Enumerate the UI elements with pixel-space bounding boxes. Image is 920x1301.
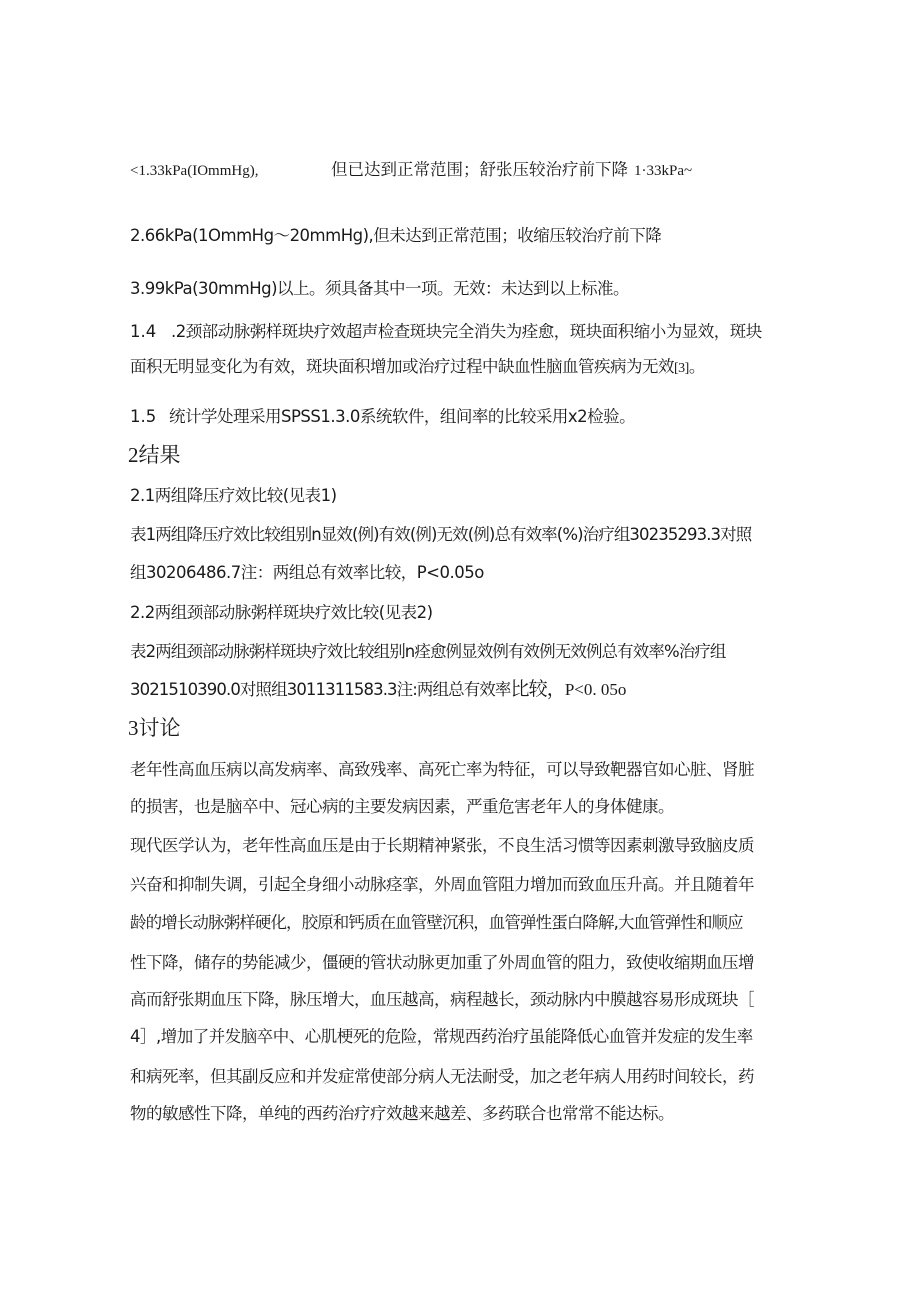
discussion-p2-line-8: 物的敏感性下降，单纯的西药治疗疗效越来越差、多药联合也常常不能达标。 [130,1104,674,1123]
criteria-line-1c: 1·33kPa~ [634,163,693,179]
table-2-line-2-pvalue: P<0. 05o [564,680,627,699]
section-1-4-line-2-text: 面积无明显变化为有效，斑块面积增加或治疗过程中缺血性脑血管疾病为无效 [130,357,674,376]
heading-discussion [128,715,181,741]
discussion-p2-line-5: 高而舒张期血压下降，脉压增大，血压越高，病程越长，颈动脉内中膜越容易形成斑块［ [130,990,754,1009]
criteria-line-1b: 但已达到正常范围；舒张压较治疗前下降 [331,160,628,179]
heading-results-number: 2 [128,443,139,467]
section-2-2-title: 2.2两组颈部动脉粥样斑块疗效比较(见表2) [130,603,433,622]
criteria-line-3: 3.99kPa(30mmHg)以上。须具备其中一项。无效：未达到以上标准。 [130,279,630,298]
discussion-p2-line-2: 兴奋和抑制失调，引起全身细小动脉痉挛，外周血管阻力增加而致血压升高。并且随着年 [130,875,754,894]
discussion-p1-line-1: 老年性高血压病以高发病率、高致残率、高死亡率为特征，可以导致靶器官如心脏、肾脏 [130,760,754,779]
table-1-line-2: 组30206486.7注：两组总有效率比较，P<0.05o [130,563,484,582]
discussion-p2-line-3: 龄的增长动脉粥样硬化，胶原和钙质在血管壁沉积，血管弹性蛋白降解,大血管弹性和顺应 [130,913,743,932]
heading-results [128,442,181,468]
table-2-line-2-compare: 比较， [510,678,565,700]
table-2-line-2-data: 3021510390.0对照组3011311583.3注:两组总有效率 [130,680,511,699]
section-1-5-text: 统计学处理采用SPSS1.3.0系统软件，组间率的比较采用x2检验。 [169,407,636,426]
discussion-p1-line-2: 的损害，也是脑卒中、冠心病的主要发病因素，严重危害老年人的身体健康。 [130,797,674,816]
table-2-line-2 [130,679,626,700]
citation-ref: [3] [674,361,689,376]
heading-results-title: 结果 [138,443,181,467]
table-2-line-1: 表2两组颈部动脉粥样斑块疗效比较组别n痊愈例显效例有效例无效例总有效率%治疗组 [130,642,726,661]
heading-discussion-number: 3 [128,716,139,740]
section-1-4-line-2 [130,357,705,379]
section-1-4-number: 1.4 [130,322,157,341]
section-2-1-title: 2.1两组降压疗效比较(见表1) [130,486,337,505]
section-1-5-number: 1.5 [130,407,157,426]
criteria-line-1a: <1.33kPa(IOmmHg), [130,163,259,179]
discussion-p2-line-4: 性下降，储存的势能减少，僵硬的管状动脉更加重了外周血管的阻力，致使收缩期血压增 [130,953,754,972]
table-1-line-1: 表1两组降压疗效比较组别n显效(例)有效(例)无效(例)总有效率(%)治疗组30235293.3对照 [130,525,752,544]
discussion-p2-line-7: 和病死率，但其副反应和并发症常使部分病人无法耐受，加之老年病人用药时间较长，药 [130,1067,754,1086]
discussion-p2-line-1: 现代医学认为，老年性高血压是由于长期精神紧张，不良生活习惯等因素刺激导致脑皮质 [130,836,754,855]
discussion-p2-line-6: 4］,增加了并发脑卒中、心肌梗死的危险，常规西药治疗虽能降低心血管并发症的发生率 [130,1027,753,1046]
heading-discussion-title: 讨论 [138,716,181,740]
criteria-line-2: 2.66kPa(1OmmHg〜20mmHg),但未达到正常范围；收缩压较治疗前下降 [130,226,662,245]
section-1-4-line-2-end: 。 [688,357,705,376]
section-1-4-line-1: .2颈部动脉粥样斑块疗效超声检查斑块完全消失为痊愈，斑块面积缩小为显效，斑块 [171,322,762,341]
